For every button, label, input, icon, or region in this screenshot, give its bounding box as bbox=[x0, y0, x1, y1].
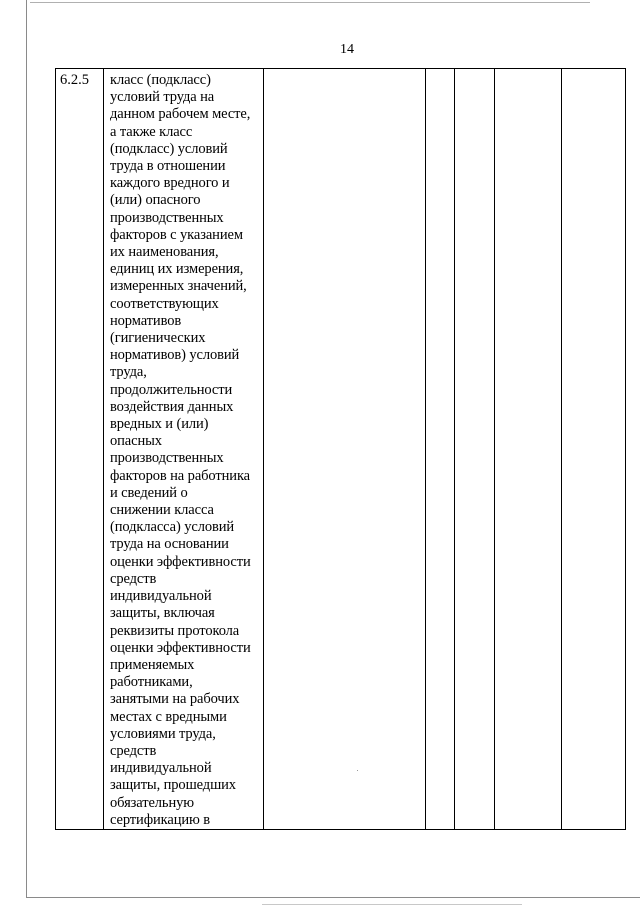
empty-cell-1 bbox=[264, 69, 426, 830]
row-number: 6.2.5 bbox=[60, 72, 89, 88]
empty-cell-4 bbox=[495, 69, 562, 830]
table-row bbox=[56, 69, 626, 830]
top-rule bbox=[30, 2, 590, 3]
row-description-cell bbox=[104, 69, 264, 830]
form-table bbox=[55, 68, 626, 830]
empty-cell-3 bbox=[455, 69, 495, 830]
empty-cell-2 bbox=[426, 69, 455, 830]
scan-speck bbox=[357, 770, 358, 771]
row-number-cell bbox=[56, 69, 104, 830]
row-description: класс (подкласс) условий труда на данном рабочем месте, а также класс (подкласс) условий труда в отношении каждого вредного и (или) опасного производственных факторов с указанием их наименования, единиц их измерения, измеренных значений, соответствующих нормативов (гигиенических нормативов) условий труда, продолжительности воздействия данных вредных и (или) опасных производственных факторов на работника и сведений о снижении класса (подкласса) условий труда на основании оценки эффективности средств индивидуальной защиты, включая реквизиты протокола оценки эффективности применяемых работниками, занятыми на рабочих местах с вредными условиями труда, средств индивидуальной защиты, прошедших обязательную сертификацию в bbox=[110, 72, 251, 828]
empty-cell-5 bbox=[562, 69, 626, 830]
page-number: 14 bbox=[340, 42, 354, 57]
